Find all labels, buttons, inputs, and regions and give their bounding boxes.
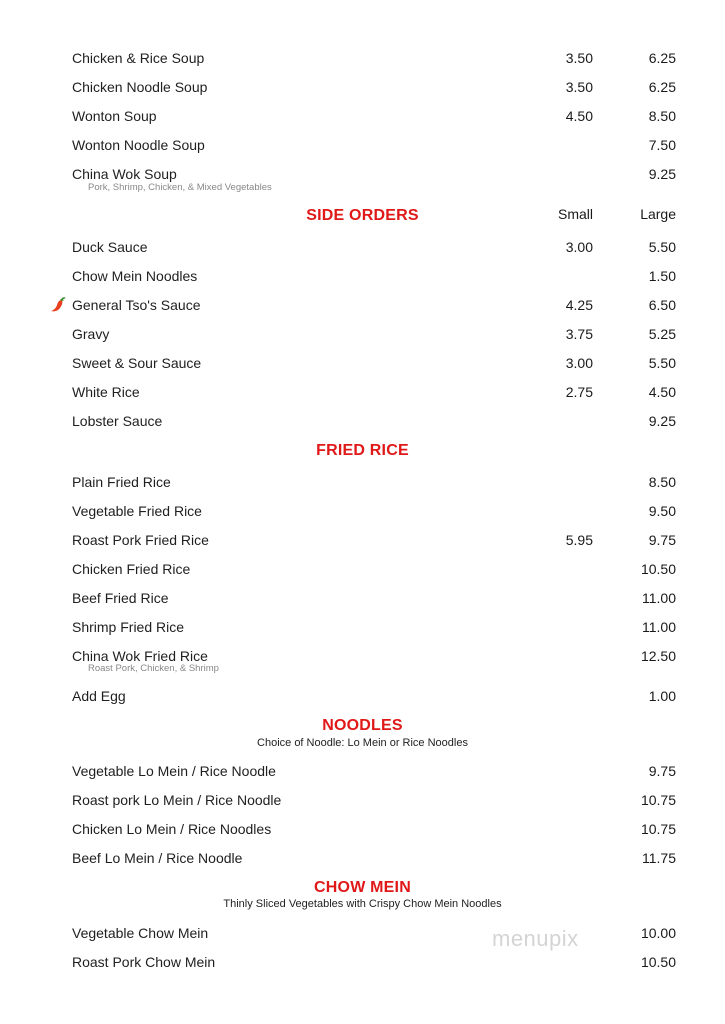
price-large: 5.25	[648, 326, 676, 342]
item-name: Duck Sauce	[72, 239, 148, 255]
item-name: Roast Pork Chow Mein	[72, 954, 216, 970]
price-large: 9.25	[648, 413, 676, 429]
menu-item	[0, 78, 725, 98]
price-large: 10.50	[640, 561, 676, 577]
menu-item	[0, 267, 725, 287]
price-small: 4.25	[565, 297, 593, 313]
price-large: 9.50	[648, 503, 676, 519]
price-large: 10.00	[640, 925, 676, 941]
menu-item	[0, 953, 725, 973]
price-small: 3.50	[565, 50, 593, 66]
price-large: 1.50	[648, 268, 676, 284]
price-large: 11.00	[642, 590, 676, 606]
menu-item	[0, 136, 725, 156]
section-title-noodles: NOODLES	[322, 717, 403, 734]
item-name: Chow Mein Noodles	[72, 268, 198, 284]
price-large: 6.25	[648, 79, 676, 95]
menu-item	[0, 325, 725, 345]
price-large: 5.50	[648, 355, 676, 371]
item-name: Wonton Noodle Soup	[72, 137, 205, 153]
price-large: 5.50	[648, 239, 676, 255]
menu-item	[0, 849, 725, 869]
price-large: 10.75	[640, 821, 676, 837]
item-name: Add Egg	[72, 688, 126, 704]
menu-item	[0, 791, 725, 811]
column-header-small: Small	[557, 206, 593, 222]
item-name: Vegetable Fried Rice	[72, 503, 202, 519]
menu-item	[0, 647, 725, 674]
menu-item	[0, 473, 725, 493]
column-header-large: Large	[640, 206, 676, 222]
price-large: 11.00	[642, 619, 676, 635]
item-name: Roast Pork Fried Rice	[72, 532, 209, 548]
price-large: 1.00	[648, 688, 676, 704]
menu-item	[0, 296, 725, 316]
price-large: 11.75	[642, 850, 676, 866]
price-large: 10.75	[640, 792, 676, 808]
price-large: 6.25	[648, 50, 676, 66]
price-large: 7.50	[648, 137, 676, 153]
section-subtitle-noodles: Choice of Noodle: Lo Mein or Rice Noodles	[257, 737, 468, 749]
item-name: Chicken Fried Rice	[72, 561, 191, 577]
item-name: China Wok Soup	[72, 166, 177, 182]
price-large: 8.50	[648, 474, 676, 490]
price-small: 3.50	[565, 79, 593, 95]
price-small: 3.00	[565, 355, 593, 371]
item-description: Roast Pork, Chicken, & Shrimp	[88, 663, 219, 674]
chili-pepper-icon	[50, 297, 66, 313]
price-small: 4.50	[565, 108, 593, 124]
item-name: White Rice	[72, 384, 140, 400]
menu-item	[0, 107, 725, 127]
item-description: Pork, Shrimp, Chicken, & Mixed Vegetables	[88, 182, 272, 193]
item-name: Beef Lo Mein / Rice Noodle	[72, 850, 243, 866]
section-title-chow-mein: CHOW MEIN	[314, 879, 411, 896]
item-name: Chicken & Rice Soup	[72, 50, 205, 66]
section-title-side-orders: SIDE ORDERS	[306, 207, 419, 224]
menu-item	[0, 820, 725, 840]
section-title-fried-rice: FRIED RICE	[316, 442, 409, 459]
item-name: Chicken Noodle Soup	[72, 79, 208, 95]
menu-item	[0, 618, 725, 638]
item-name: Vegetable Chow Mein	[72, 925, 209, 941]
price-large: 10.50	[640, 954, 676, 970]
menu-item	[0, 354, 725, 374]
menu-item	[0, 924, 725, 944]
section-subtitle-chow-mein: Thinly Sliced Vegetables with Crispy Chow Mein Noodles	[223, 898, 502, 910]
menu-item	[0, 531, 725, 551]
item-name: General Tso's Sauce	[72, 297, 201, 313]
price-large: 6.50	[648, 297, 676, 313]
item-name: Shrimp Fried Rice	[72, 619, 185, 635]
menu-item	[0, 412, 725, 432]
menu-item	[0, 238, 725, 258]
price-small: 5.95	[565, 532, 593, 548]
menu-item	[0, 165, 725, 193]
item-name: Lobster Sauce	[72, 413, 163, 429]
item-name: Sweet & Sour Sauce	[72, 355, 202, 371]
item-name: Beef Fried Rice	[72, 590, 169, 606]
price-large: 12.50	[640, 648, 676, 664]
menu-item	[0, 687, 725, 707]
item-name: Wonton Soup	[72, 108, 157, 124]
menu-item	[0, 502, 725, 522]
price-large: 9.75	[648, 532, 676, 548]
menu-item	[0, 560, 725, 580]
item-name: Gravy	[72, 326, 110, 342]
price-large: 9.75	[648, 763, 676, 779]
watermark: menupix	[492, 926, 579, 951]
price-large: 4.50	[648, 384, 676, 400]
price-small: 2.75	[565, 384, 593, 400]
item-name: Roast pork Lo Mein / Rice Noodle	[72, 792, 282, 808]
item-name: China Wok Fried Rice	[72, 648, 208, 664]
item-name: Plain Fried Rice	[72, 474, 171, 490]
price-large: 9.25	[648, 166, 676, 182]
menu-item	[0, 589, 725, 609]
price-small: 3.00	[565, 239, 593, 255]
item-name: Vegetable Lo Mein / Rice Noodle	[72, 763, 276, 779]
menu-item	[0, 762, 725, 782]
menu-item	[0, 49, 725, 69]
item-name: Chicken Lo Mein / Rice Noodles	[72, 821, 272, 837]
price-small: 3.75	[565, 326, 593, 342]
price-large: 8.50	[648, 108, 676, 124]
menu-item	[0, 383, 725, 403]
